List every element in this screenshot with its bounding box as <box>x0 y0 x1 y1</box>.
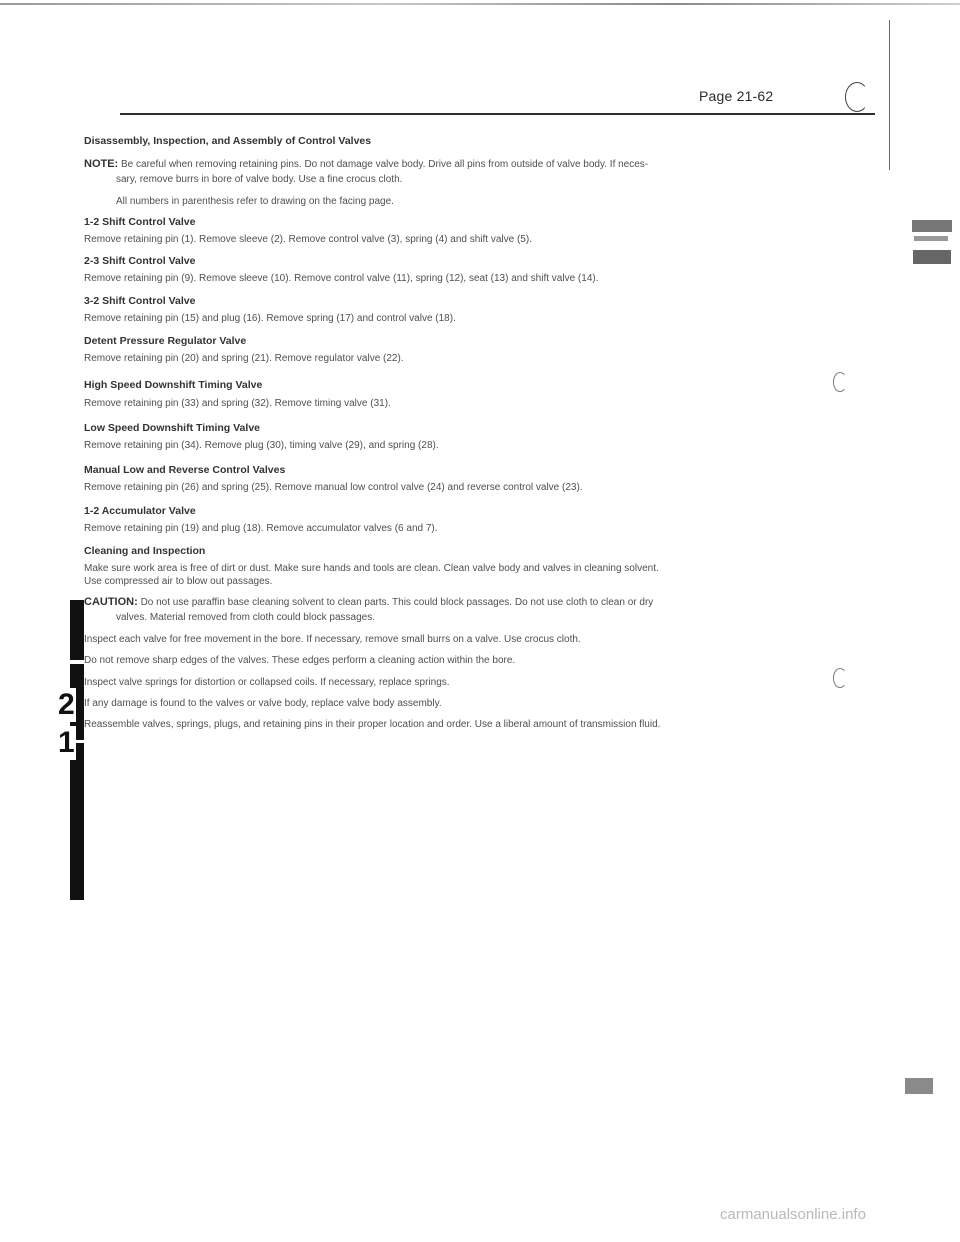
s9-title: Cleaning and Inspection <box>84 545 206 557</box>
inspect-5: Reassemble valves, springs, plugs, and retaining pins in their proper location and order. Use a liberal amount of transmission fluid. <box>84 719 661 730</box>
s4-title: Detent Pressure Regulator Valve <box>84 335 247 347</box>
s7-text: Remove retaining pin (26) and spring (25). Remove manual low control valve (24) and reverse control valve (23). <box>84 482 583 493</box>
hole-ring-low <box>833 668 847 688</box>
header-rule <box>120 113 875 115</box>
s2-text: Remove retaining pin (9). Remove sleeve (10). Remove control valve (11), spring (12), seat (13) and shift valve (14). <box>84 273 599 284</box>
s6-text: Remove retaining pin (34). Remove plug (30), timing valve (29), and spring (28). <box>84 440 439 451</box>
scan-artifact <box>913 250 951 264</box>
s5-text: Remove retaining pin (33) and spring (32). Remove timing valve (31). <box>84 398 391 409</box>
scan-edge-right <box>889 20 890 170</box>
note-text: Be careful when removing retaining pins. Do not damage valve body. Drive all pins from outside of valve body. If neces- <box>121 159 649 170</box>
scan-edge-top <box>0 3 960 5</box>
s2-title: 2-3 Shift Control Valve <box>84 255 196 267</box>
tab-digit-1: 1 <box>58 726 75 759</box>
inspect-1: Inspect each valve for free movement in the bore. If necessary, remove small burrs on a valve. Use crocus cloth. <box>84 634 581 645</box>
note-cont: sary, remove burrs in bore of valve body. Use a fine crocus cloth. <box>116 174 403 185</box>
watermark: carmanualsonline.info <box>720 1206 866 1223</box>
s9-text-1: Make sure work area is free of dirt or dust. Make sure hands and tools are clean. Clean valve body and valves in cleaning solvent. <box>84 563 659 574</box>
tab-digit-2: 2 <box>58 688 75 721</box>
s8-title: 1-2 Accumulator Valve <box>84 505 196 517</box>
hole-ring-mid <box>833 372 847 392</box>
s1-text: Remove retaining pin (1). Remove sleeve (2). Remove control valve (3), spring (4) and shift valve (5). <box>84 234 532 245</box>
s9-text-2: Use compressed air to blow out passages. <box>84 576 273 587</box>
inspect-3: Inspect valve springs for distortion or collapsed coils. If necessary, replace springs. <box>84 677 450 688</box>
s3-text: Remove retaining pin (15) and plug (16). Remove spring (17) and control valve (18). <box>84 313 456 324</box>
s8-text: Remove retaining pin (19) and plug (18). Remove accumulator valves (6 and 7). <box>84 523 438 534</box>
s4-text: Remove retaining pin (20) and spring (21). Remove regulator valve (22). <box>84 353 404 364</box>
caution-cont: valves. Material removed from cloth could block passages. <box>116 612 376 623</box>
caution-label: CAUTION: <box>84 596 138 608</box>
s1-title: 1-2 Shift Control Valve <box>84 216 196 228</box>
s5-title: High Speed Downshift Timing Valve <box>84 379 263 391</box>
s3-title: 3-2 Shift Control Valve <box>84 295 196 307</box>
caution-text: Do not use paraffin base cleaning solvent to clean parts. This could block passages. Do not use cloth to clean or dry <box>140 597 654 608</box>
scan-artifact <box>912 220 952 232</box>
binder-hole-mark <box>845 82 869 112</box>
inspect-2: Do not remove sharp edges of the valves. These edges perform a cleaning action within the bore. <box>84 655 516 666</box>
s6-title: Low Speed Downshift Timing Valve <box>84 422 260 434</box>
inspect-4: If any damage is found to the valves or valve body, replace valve body assembly. <box>84 698 442 709</box>
page-number: Page 21-62 <box>699 88 774 104</box>
note-label: NOTE: <box>84 158 119 170</box>
s7-title: Manual Low and Reverse Control Valves <box>84 464 286 476</box>
note-ref: All numbers in parenthesis refer to drawing on the facing page. <box>116 196 394 207</box>
note-line <box>84 158 874 171</box>
scan-artifact <box>914 236 948 241</box>
caution-line <box>84 596 874 609</box>
scan-artifact <box>905 1078 933 1094</box>
main-title: Disassembly, Inspection, and Assembly of Control Valves <box>84 135 372 147</box>
